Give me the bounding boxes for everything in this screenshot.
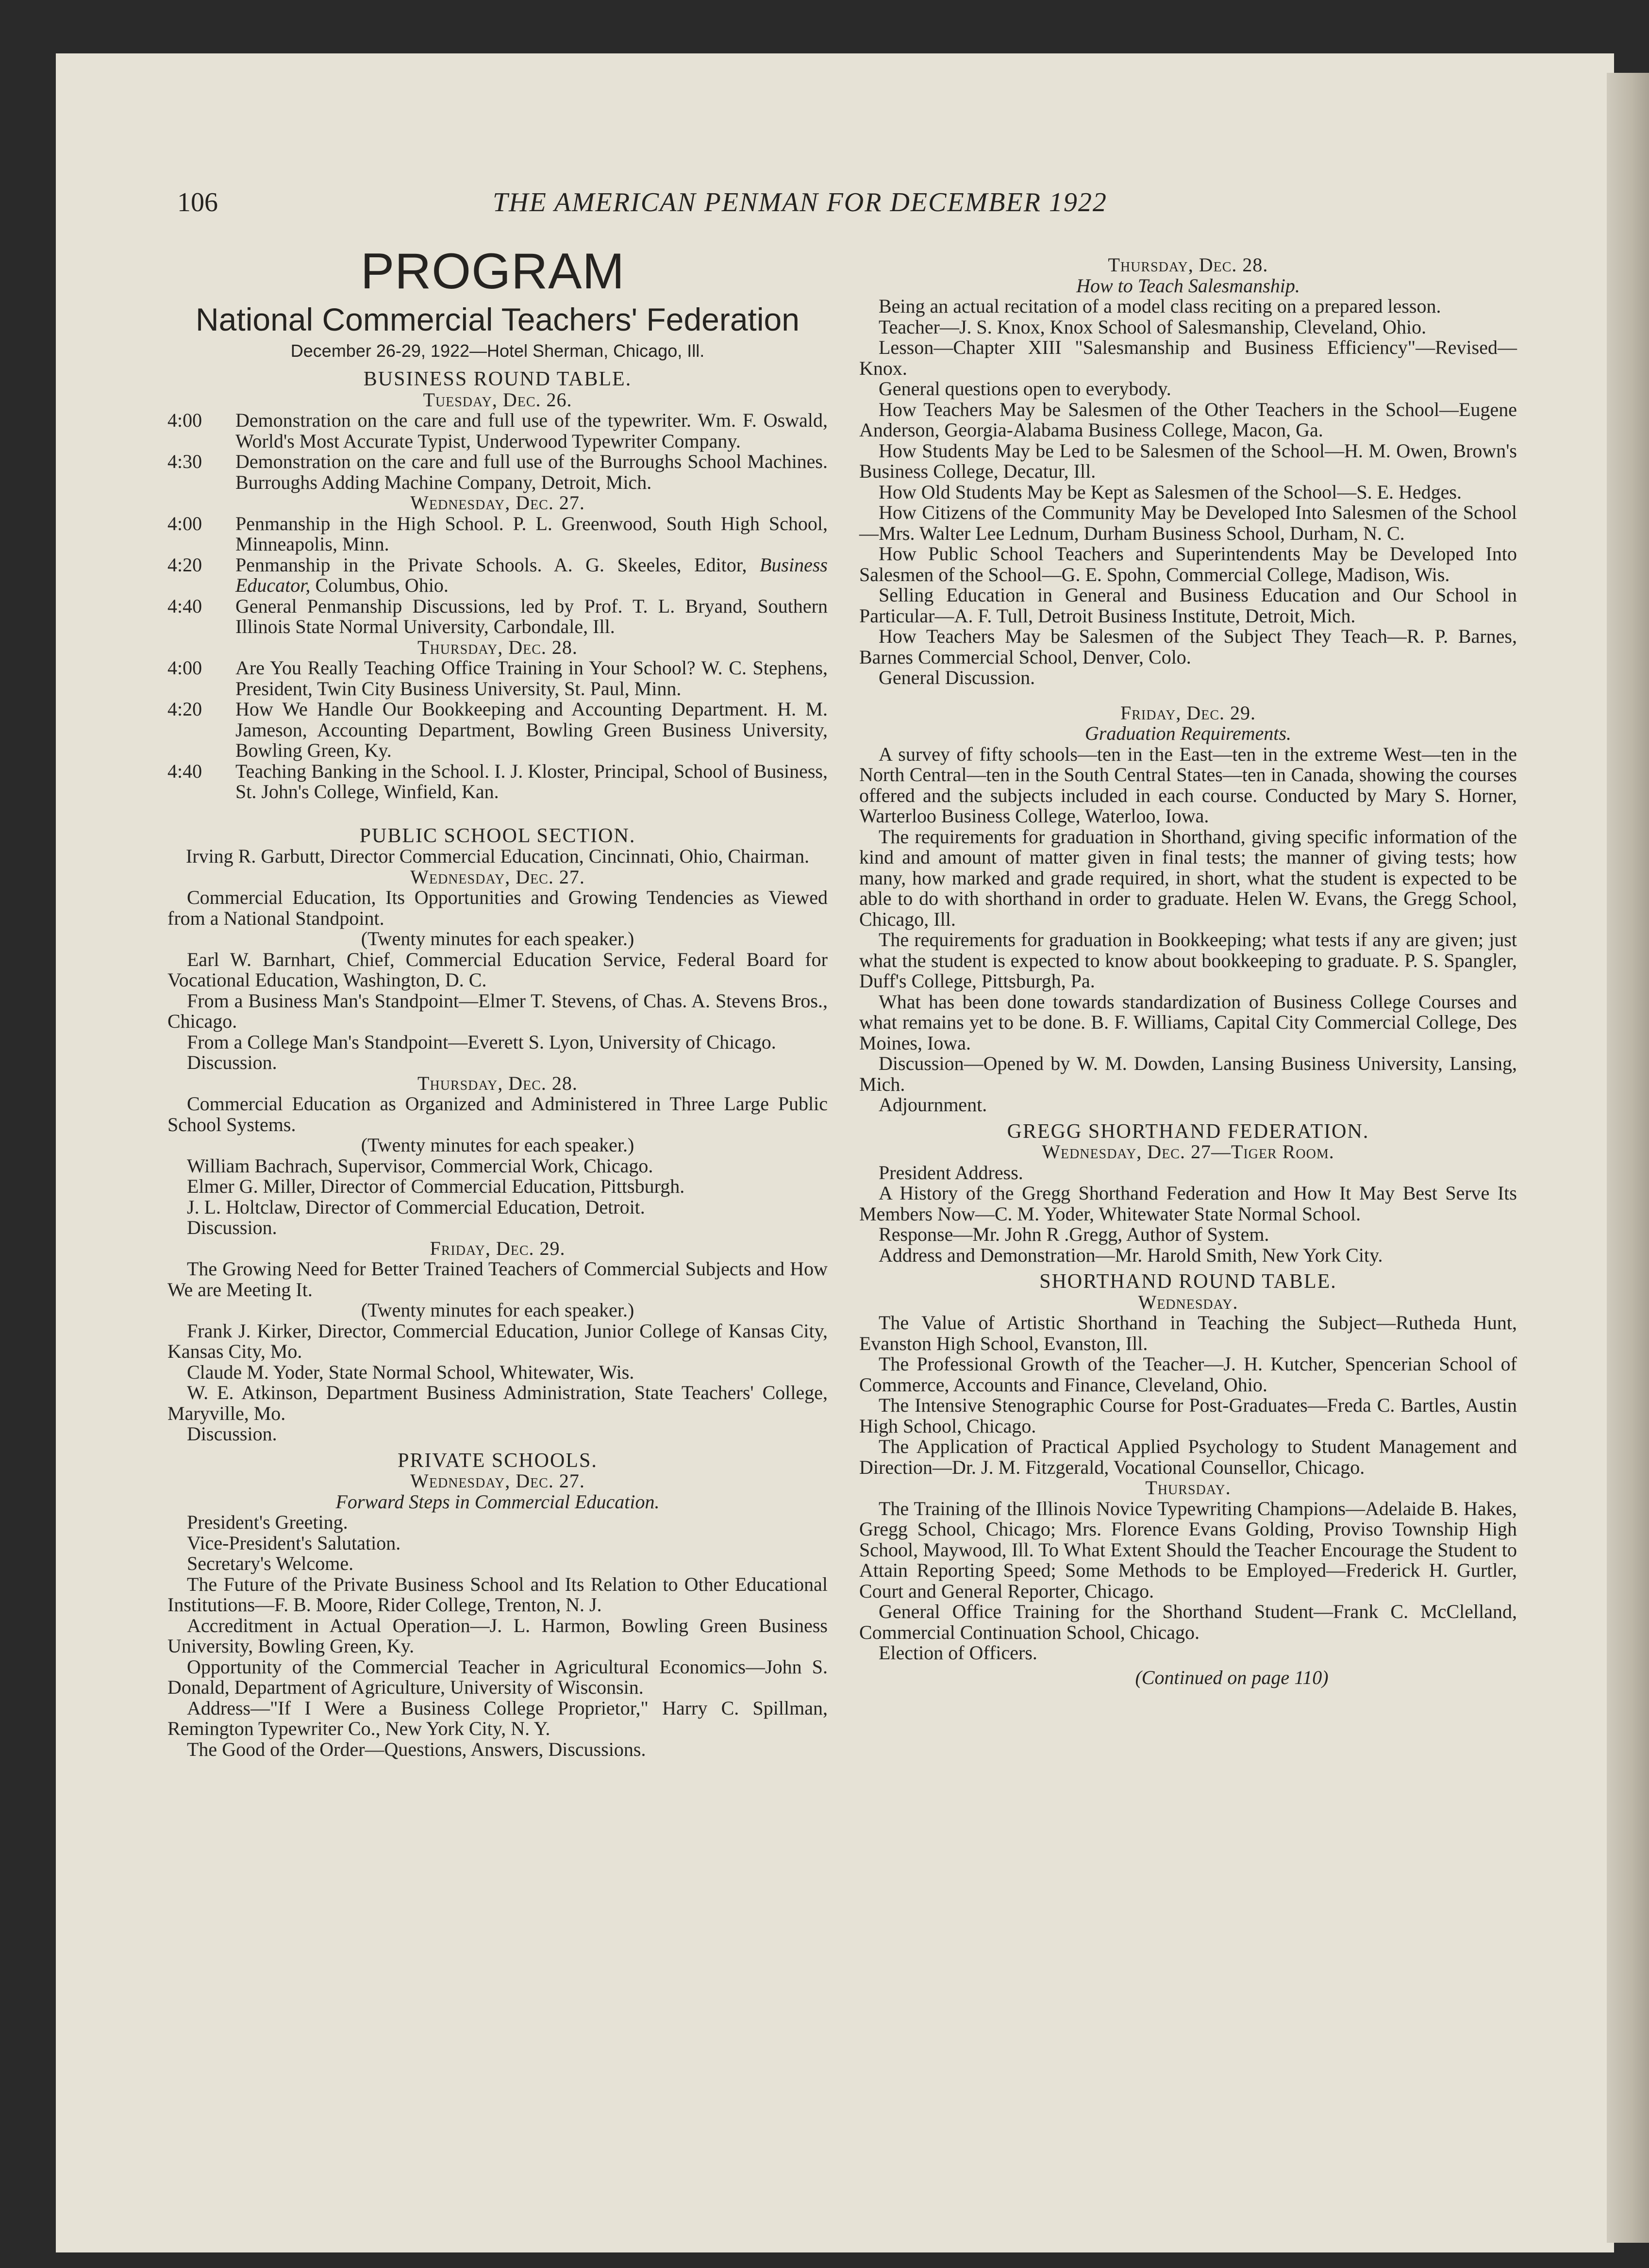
business-round-table-heading: BUSINESS ROUND TABLE. [363,368,632,390]
program-entry: How Old Students May be Kept as Salesmen of the School—S. E. Hedges. [879,481,1462,503]
session-topic: How to Teach Salesmanship. [1076,274,1300,297]
item-time: 4:20 [167,553,202,576]
program-entry: How Public School Teachers and Superintendents May be Developed Into Salesmen of the School—G. E. Spohn, Commercial College, Madison, Wis. [859,543,1517,585]
right-column [859,255,1517,1688]
page-number: 106 [177,187,218,217]
session-topic: Forward Steps in Commercial Education. [335,1490,660,1513]
program-entry: Accreditment in Actual Operation—J. L. Harmon, Bowling Green Business University, Bowling Green, Ky. [167,1614,828,1657]
program-item [167,699,828,761]
program-entry: William Bachrach, Supervisor, Commercial Work, Chicago. [187,1154,653,1177]
program-entry: Being an actual recitation of a model class reciting on a prepared lesson. [879,295,1441,317]
date-line: December 26-29, 1922—Hotel Sherman, Chicago, Ill. [290,341,705,361]
public-school-section-heading: PUBLIC SCHOOL SECTION. [359,824,636,847]
speaker-note: (Twenty minutes for each speaker.) [361,1299,634,1321]
program-entry: How Students May be Led to be Salesmen of the School—H. M. Owen, Brown's Business College, Decatur, Ill. [859,439,1517,482]
program-item [167,761,828,802]
program-entry: Commercial Education as Organized and Administered in Three Large Public School Systems. [167,1093,828,1135]
session-topic: Graduation Requirements. [1084,722,1292,744]
day-heading: Thursday, Dec. 28. [1108,254,1268,276]
item-text-part: Penmanship in the Private Schools. A. G. Skeeles, Editor, [235,553,760,576]
program-entry: Vice-President's Salutation. [187,1532,401,1554]
day-heading: Wednesday, Dec. 27. [410,1470,585,1492]
program-entry: The Good of the Order—Questions, Answers, Discussions. [187,1738,646,1760]
day-heading: Wednesday. [1138,1291,1238,1313]
running-header [177,187,1209,231]
program-entry: From a Business Man's Standpoint—Elmer T. Stevens, of Chas. A. Stevens Bros., Chicago. [167,989,828,1032]
program-entry: Address and Demonstration—Mr. Harold Smith, New York City. [879,1244,1383,1266]
program-entry: How Teachers May be Salesmen of the Other Teachers in the School—Eugene Anderson, Georgia-Alabama Business College, Macon, Ga. [859,398,1517,441]
program-entry: Address—"If I Were a Business College Proprietor," Harry C. Spillman, Remington Typewriter Co., New York City, N. Y. [167,1697,828,1739]
program-entry: Opportunity of the Commercial Teacher in Agricultural Economics—John S. Donald, Department of Agriculture, University of Wisconsin. [167,1655,828,1698]
item-time: 4:00 [167,657,202,679]
program-title: PROGRAM [360,243,625,300]
program-entry: Claude M. Yoder, State Normal School, Whitewater, Wis. [187,1361,634,1383]
program-entry: Discussion—Opened by W. M. Dowden, Lansing Business University, Lansing, Mich. [859,1052,1517,1095]
program-entry: The Future of the Private Business School and Its Relation to Other Educational Institutions—F. B. Moore, Rider College, Trenton, N. J. [167,1573,828,1616]
program-entry: Response—Mr. John R .Gregg, Author of System. [879,1223,1269,1245]
program-entry: Elmer G. Miller, Director of Commercial Education, Pittsburgh. [187,1175,685,1197]
program-entry: From a College Man's Standpoint—Everett S. Lyon, University of Chicago. [187,1031,776,1053]
day-heading: Wednesday, Dec. 27—Tiger Room. [1042,1141,1334,1163]
item-time: 4:40 [167,760,202,782]
program-entry: Frank J. Kirker, Director, Commercial Education, Junior College of Kansas City, Kansas City, Mo. [167,1319,828,1362]
program-entry: Discussion. [187,1217,277,1238]
program-item [167,451,828,493]
program-entry: President Address. [879,1161,1023,1184]
program-entry: A survey of fifty schools—ten in the East—ten in the extreme West—ten in the North Central—ten in the South Central States—ten in Canada, showing the courses offered and the subjects included in each course. Conducted by Mary S. Horner, Warterloo Business College, Waterloo, Iowa. [859,743,1517,827]
program-item [167,514,828,555]
item-text: Are You Really Teaching Office Training in Your School? W. C. Stephens, President, Twin City Business University, St. Paul, Minn. [235,657,828,700]
shorthand-round-table-heading: SHORTHAND ROUND TABLE. [1039,1270,1337,1293]
program-entry: The requirements for graduation in Bookkeeping; what tests if any are given; just what the student is expected to know about bookkeeping to graduate. P. S. Spangler, Duff's College, Pittsburgh, Pa. [859,929,1517,992]
program-entry: What has been done towards standardization of Business College Courses and what remains yet to be done. B. F. Williams, Capital City Commercial College, Des Moines, Iowa. [859,990,1517,1054]
speaker-note: (Twenty minutes for each speaker.) [361,1134,634,1156]
program-entry: Secretary's Welcome. [187,1552,354,1574]
day-heading: Friday, Dec. 29. [1120,701,1256,724]
program-item [167,658,828,699]
day-heading: Tuesday, Dec. 26. [423,388,572,411]
item-time: 4:40 [167,595,202,617]
item-text: General Penmanship Discussions, led by Prof. T. L. Bryand, Southern Illinois State Normal University, Carbondale, Ill. [235,595,828,637]
item-text-part: Columbus, Ohio. [310,574,449,596]
gregg-federation-heading: GREGG SHORTHAND FEDERATION. [1007,1120,1369,1143]
program-entry: The Intensive Stenographic Course for Post-Graduates—Freda C. Bartles, Austin High School, Chicago. [859,1394,1517,1437]
item-text: Penmanship in the High School. P. L. Greenwood, South High School, Minneapolis, Minn. [235,512,828,555]
item-time: 4:20 [167,698,202,720]
program-entry: Commercial Education, Its Opportunities and Growing Tendencies as Viewed from a National Standpoint. [167,886,828,929]
program-entry: Adjournment. [879,1094,987,1116]
item-text: Demonstration on the care and full use of the Burroughs School Machines. Burroughs Adding Machine Company, Detroit, Mich. [235,450,828,493]
program-entry: The Growing Need for Better Trained Teachers of Commercial Subjects and How We are Meeting It. [167,1258,828,1301]
program-entry: Lesson—Chapter XIII "Salesmanship and Business Efficiency"—Revised—Knox. [859,336,1517,379]
private-schools-heading: PRIVATE SCHOOLS. [398,1449,598,1472]
program-entry: Earl W. Barnhart, Chief, Commercial Education Service, Federal Board for Vocational Education, Washington, D. C. [167,948,828,991]
day-heading: Friday, Dec. 29. [430,1237,566,1259]
program-entry: The Training of the Illinois Novice Typewriting Champions—Adelaide B. Hakes, Gregg School, Chicago; Mrs. Florence Evans Golding, Proviso Township High School, Maywood, Ill. To What Extent Should the Teacher Encourage the Student to Attain Reporting Speed; Some Methods to be Employed—Frederick H. Gurtler, Court and General Reporter, Chicago. [859,1497,1517,1602]
continued-note: (Continued on page 110) [1135,1666,1329,1688]
program-entry: The requirements for graduation in Shorthand, giving specific information of the kind and amount of matter given in final tests; the manner of giving tests; how many, how marked and grade required, in short, what the student is expected to be able to do with shorthand in order to graduate. Helen W. Evans, the Gregg School, Chicago, Ill. [859,825,1517,930]
item-time: 4:00 [167,409,202,431]
item-text: How We Handle Our Bookkeeping and Accounting Department. H. M. Jameson, Accounting Department, Bowling Green Business University, Bowling Green, Ky. [235,698,828,761]
program-entry: J. L. Holtclaw, Director of Commercial Education, Detroit. [187,1196,645,1218]
program-item [167,555,828,596]
program-entry: How Teachers May be Salesmen of the Subject They Teach—R. P. Barnes, Barnes Commercial School, Denver, Colo. [859,625,1517,668]
federation-title: National Commercial Teachers' Federation [196,301,800,337]
program-item [167,410,828,451]
program-entry: Discussion. [187,1423,277,1445]
day-heading: Thursday. [1145,1477,1231,1499]
program-entry: Selling Education in General and Business Education and Our School in Particular—A. F. Tull, Detroit Business Institute, Detroit, Mich. [859,584,1517,627]
program-entry: How Citizens of the Community May be Developed Into Salesmen of the School—Mrs. Walter Lee Lednum, Durham Business School, Durham, N. C. [859,501,1517,544]
program-entry: Discussion. [187,1051,277,1073]
day-heading: Thursday, Dec. 28. [417,636,578,658]
program-entry: The Application of Practical Applied Psychology to Student Management and Direction—Dr. J. M. Fitzgerald, Vocational Counsellor, Chicago. [859,1435,1517,1478]
item-time: 4:00 [167,512,202,534]
program-entry: A History of the Gregg Shorthand Federation and How It May Best Serve Its Members Now—C. M. Yoder, Whitewater State Normal School. [859,1182,1517,1225]
running-title: THE AMERICAN PENMAN FOR DECEMBER 1922 [493,187,1107,217]
item-text: Demonstration on the care and full use of the typewriter. Wm. F. Oswald, World's Most Accurate Typist, Underwood Typewriter Company. [235,409,828,452]
page-edge [1607,73,1649,2243]
program-item [167,596,828,637]
chairman-line: Irving R. Garbutt, Director Commercial Education, Cincinnati, Ohio, Chairman. [185,845,810,867]
day-heading: Wednesday, Dec. 27. [410,492,585,514]
item-text: Teaching Banking in the School. I. J. Kloster, Principal, School of Business, St. John's College, Winfield, Kan. [235,760,828,802]
item-text [235,555,828,596]
day-heading: Thursday, Dec. 28. [417,1072,578,1094]
program-entry: Election of Officers. [879,1642,1037,1664]
program-entry: The Professional Growth of the Teacher—J. H. Kutcher, Spencerian School of Commerce, Accounts and Finance, Cleveland, Ohio. [859,1353,1517,1396]
left-column [167,243,828,1760]
program-entry: General Discussion. [879,667,1035,688]
program-entry: Teacher—J. S. Knox, Knox School of Salesmanship, Cleveland, Ohio. [879,316,1427,338]
day-heading: Wednesday, Dec. 27. [410,866,585,888]
program-entry: General questions open to everybody. [879,378,1171,400]
program-entry: President's Greeting. [187,1511,348,1533]
publication-name: Business Educator, [235,553,828,596]
speaker-note: (Twenty minutes for each speaker.) [361,928,634,950]
program-entry: General Office Training for the Shorthand Student—Frank C. McClelland, Commercial Continuation School, Chicago. [859,1601,1517,1643]
item-time: 4:30 [167,450,202,472]
program-entry: The Value of Artistic Shorthand in Teaching the Subject—Rutheda Hunt, Evanston High School, Evanston, Ill. [859,1312,1517,1354]
program-entry: W. E. Atkinson, Department Business Administration, State Teachers' College, Maryville, Mo. [167,1382,828,1424]
